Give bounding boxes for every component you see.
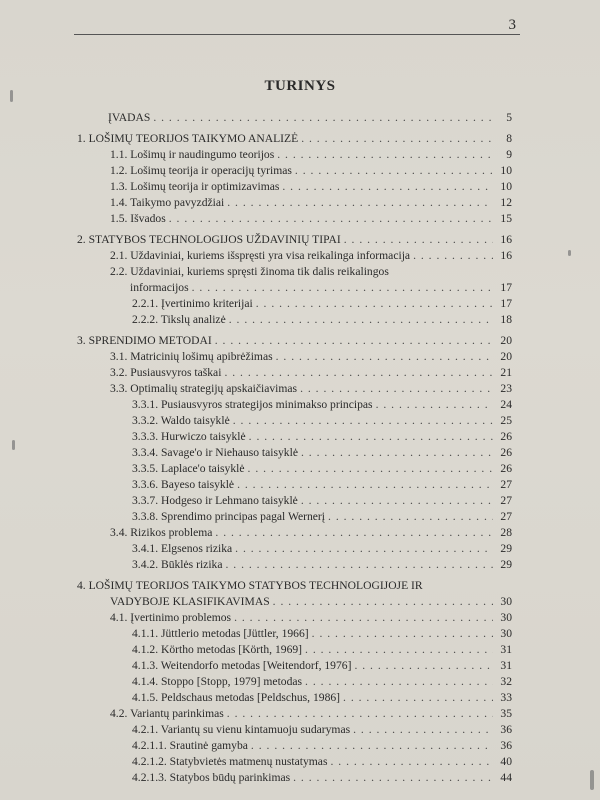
dot-leader: [234, 610, 493, 626]
dot-leader: [301, 493, 493, 509]
toc-entry-label: 4.1.3. Weitendorfo metodas [Weitendorf, 1976]: [132, 659, 352, 672]
toc-entry[interactable]: [110, 264, 512, 280]
toc-page-number: 33: [500, 691, 512, 704]
dot-leader: [227, 195, 493, 211]
toc-entry-label: 4.1.5. Peldschaus metodas [Peldschus, 1986]: [132, 691, 341, 704]
toc-page-number: 24: [500, 398, 512, 411]
toc-page-number: 36: [500, 739, 512, 752]
dot-leader: [153, 110, 493, 126]
toc-page-number: 30: [500, 611, 512, 624]
dot-leader: [248, 461, 493, 477]
toc-page-number: 25: [500, 414, 512, 427]
toc-entry-label: 3.3.1. Pusiausvyros strategijos minimakso principas: [132, 398, 373, 411]
toc-entry-label: 2.2.1. Įvertinimo kriterijai: [132, 297, 253, 310]
toc-entry[interactable]: [132, 397, 512, 413]
toc-entry-label: 1.1. Lošimų ir naudingumo teorijos: [110, 148, 275, 161]
edge-mark: [12, 440, 15, 450]
toc-entry-label: 3.3.6. Bayeso taisyklė: [132, 478, 235, 491]
dot-leader: [192, 280, 493, 296]
dot-leader: [277, 147, 493, 163]
toc-page-number: 18: [500, 313, 512, 326]
dot-leader: [169, 211, 493, 227]
toc-entry-label: 4.1.2. Körtho metodas [Körth, 1969]: [132, 643, 303, 656]
toc-entry-label: informacijos: [130, 281, 189, 294]
toc-page-number: 23: [500, 382, 512, 395]
toc-page-number: 17: [500, 281, 512, 294]
toc-chapter[interactable]: [77, 333, 512, 349]
dot-leader: [301, 131, 493, 147]
toc-entry-label: 3.4. Rizikos problema: [110, 526, 213, 539]
toc-entry-label: 2.1. Uždaviniai, kuriems išspręsti yra visa reikalinga informacija: [110, 249, 411, 262]
dot-leader: [215, 333, 493, 349]
toc-chapter[interactable]: [77, 578, 512, 594]
toc-chapter[interactable]: [77, 131, 512, 147]
toc-entry[interactable]: [108, 110, 512, 126]
dot-leader: [344, 232, 493, 248]
toc-entry-label: 4.2.1. Variantų su vienu kintamuoju sudarymas: [132, 723, 351, 736]
toc-page-number: 35: [500, 707, 512, 720]
toc-entry[interactable]: [132, 626, 512, 642]
toc-entry-label: 3.3.5. Laplace'o taisyklė: [132, 462, 245, 475]
dot-leader: [224, 365, 493, 381]
dot-leader: [305, 674, 493, 690]
dot-leader: [301, 445, 493, 461]
toc-entry[interactable]: [110, 525, 512, 541]
page-number: 3: [508, 17, 516, 33]
toc-entry-label: 3.2. Pusiausvyros taškai: [110, 366, 222, 379]
toc-entry[interactable]: [110, 706, 512, 722]
toc-page-number: 12: [500, 196, 512, 209]
toc-page-number: 29: [500, 558, 512, 571]
dot-leader: [249, 429, 493, 445]
toc-page-number: 16: [500, 233, 512, 246]
dot-leader: [227, 706, 493, 722]
toc-page-number: 31: [500, 643, 512, 656]
dot-leader: [305, 642, 493, 658]
header-rule: [74, 34, 520, 35]
toc-entry[interactable]: [132, 557, 512, 573]
toc-page-number: 29: [500, 542, 512, 555]
dot-leader: [295, 163, 493, 179]
toc-page-number: 36: [500, 723, 512, 736]
toc-entry[interactable]: [132, 658, 512, 674]
toc-entry[interactable]: [110, 365, 512, 381]
toc-page-number: 26: [500, 430, 512, 443]
toc-page-number: 30: [500, 627, 512, 640]
toc-entry-label: 3. SPRENDIMO METODAI: [77, 334, 212, 347]
toc-entry[interactable]: [110, 147, 512, 163]
toc-entry-label: 3.1. Matricinių lošimų apibrėžimas: [110, 350, 273, 363]
toc-entry-label: 4.1. Įvertinimo problemos: [110, 611, 232, 624]
toc-entry-label: 1.2. Lošimų teorija ir operacijų tyrimas: [110, 164, 292, 177]
toc-entry-label: 3.4.2. Būklės rizika: [132, 558, 223, 571]
dot-leader: [354, 658, 493, 674]
dot-leader: [215, 525, 493, 541]
toc-page-number: 5: [506, 111, 512, 124]
dot-leader: [233, 413, 493, 429]
toc-page-number: 20: [500, 334, 512, 347]
dot-leader: [237, 477, 493, 493]
page-title: TURINYS: [264, 78, 336, 94]
toc-entry-label: 3.3.4. Savage'o ir Niehauso taisyklė: [132, 446, 298, 459]
toc-entry-label: 1.4. Taikymo pavyzdžiai: [110, 196, 225, 209]
toc-entry[interactable]: [132, 493, 512, 509]
toc-entry[interactable]: [132, 690, 512, 706]
toc-page-number: 40: [500, 755, 512, 768]
dot-leader: [256, 296, 493, 312]
toc-page-number: 32: [500, 675, 512, 688]
dot-leader: [300, 381, 493, 397]
edge-mark: [568, 250, 571, 256]
toc-entry[interactable]: [110, 195, 512, 211]
toc-page-number: 16: [500, 249, 512, 262]
toc-entry[interactable]: [132, 413, 512, 429]
toc-entry[interactable]: [132, 477, 512, 493]
toc-entry[interactable]: [110, 349, 512, 365]
toc-entry[interactable]: [110, 163, 512, 179]
toc-page-number: 8: [506, 132, 512, 145]
toc-entry[interactable]: [132, 429, 512, 445]
dot-leader: [330, 754, 493, 770]
toc-entry-label: 4.2.1.2. Statybvietės matmenų nustatymas: [132, 755, 328, 768]
toc-entry[interactable]: [132, 642, 512, 658]
toc-entry-label: 1.5. Išvados: [110, 212, 166, 225]
toc-page-number: 26: [500, 462, 512, 475]
toc-page-number: 10: [500, 180, 512, 193]
toc-entry-label: 2.2. Uždaviniai, kuriems spręsti žinoma tik dalis reikalingos: [110, 265, 389, 278]
toc-entry[interactable]: [132, 722, 512, 738]
toc-page-number: 28: [500, 526, 512, 539]
dot-leader: [229, 312, 493, 328]
toc-page-number: 27: [500, 510, 512, 523]
toc-entry-label: 2.2.2. Tikslų analizė: [132, 313, 226, 326]
toc-entry-label: 2. STATYBOS TECHNOLOGIJOS UŽDAVINIŲ TIPAI: [77, 233, 341, 246]
toc-entry[interactable]: [132, 754, 512, 770]
toc-entry-label: 3.3. Optimalių strategijų apskaičiavimas: [110, 382, 298, 395]
dot-leader: [413, 248, 493, 264]
toc-entry-label: 4.2. Variantų parinkimas: [110, 707, 224, 720]
toc-page-number: 27: [500, 494, 512, 507]
toc-entry[interactable]: [132, 445, 512, 461]
dot-leader: [353, 722, 493, 738]
edge-mark: [590, 770, 594, 790]
toc-page-number: 9: [506, 148, 512, 161]
toc-entry[interactable]: [132, 541, 512, 557]
toc-page-number: 17: [500, 297, 512, 310]
toc-page-number: 20: [500, 350, 512, 363]
toc-entry[interactable]: [132, 296, 512, 312]
toc-entry[interactable]: [132, 674, 512, 690]
toc-entry-label: 3.3.2. Waldo taisyklė: [132, 414, 230, 427]
toc-entry-label: 3.4.1. Elgsenos rizika: [132, 542, 233, 555]
dot-leader: [312, 626, 493, 642]
dot-leader: [225, 557, 493, 573]
toc-entry[interactable]: [110, 610, 512, 626]
dot-leader: [376, 397, 493, 413]
dot-leader: [343, 690, 493, 706]
dot-leader: [293, 770, 493, 786]
toc-entry[interactable]: [110, 179, 512, 195]
toc-chapter-continued[interactable]: [110, 594, 512, 610]
toc-page-number: 44: [500, 771, 512, 784]
dot-leader: [235, 541, 493, 557]
edge-mark: [10, 90, 13, 102]
toc-page-number: 15: [500, 212, 512, 225]
toc-entry[interactable]: [132, 312, 512, 328]
toc-entry[interactable]: [110, 248, 512, 264]
toc-page-number: 30: [500, 595, 512, 608]
toc-entry-label: 4.2.1.1. Srautinė gamyba: [132, 739, 248, 752]
toc-entry[interactable]: [132, 770, 512, 786]
toc-entry-label: 4.1.4. Stoppo [Stopp, 1979] metodas: [132, 675, 303, 688]
dot-leader: [276, 349, 493, 365]
toc-entry-label: 4.1.1. Jüttlerio metodas [Jüttler, 1966]: [132, 627, 309, 640]
toc-entry[interactable]: [110, 381, 512, 397]
toc-entry-label: 4. LOŠIMŲ TEORIJOS TAIKYMO STATYBOS TECHNOLOGIJOJE IR: [77, 579, 423, 592]
toc-entry[interactable]: [132, 461, 512, 477]
toc-entry[interactable]: [132, 738, 512, 754]
toc-entry-label: 4.2.1.3. Statybos būdų parinkimas: [132, 771, 291, 784]
toc-entry-label: 1.3. Lošimų teorija ir optimizavimas: [110, 180, 280, 193]
toc-entry[interactable]: [110, 211, 512, 227]
toc-entry-label: ĮVADAS: [108, 111, 151, 124]
toc-page-number: 31: [500, 659, 512, 672]
toc-entry-label: 1. LOŠIMŲ TEORIJOS TAIKYMO ANALIZĖ: [77, 132, 299, 145]
dot-leader: [251, 738, 493, 754]
toc-page-number: 26: [500, 446, 512, 459]
toc-page-number: 27: [500, 478, 512, 491]
toc-entry-label: 3.3.3. Hurwiczo taisyklė: [132, 430, 246, 443]
toc-entry[interactable]: [132, 509, 512, 525]
toc-entry-label: 3.3.7. Hodgeso ir Lehmano taisyklė: [132, 494, 298, 507]
dot-leader: [282, 179, 493, 195]
toc-entry-label: VADYBOJE KLASIFIKAVIMAS: [110, 595, 270, 608]
toc-entry-continued[interactable]: [130, 280, 512, 296]
toc-page-number: 21: [500, 366, 512, 379]
toc-entry-label: 3.3.8. Sprendimo principas pagal Wernerį: [132, 510, 326, 523]
dot-leader: [328, 509, 493, 525]
dot-leader: [273, 594, 493, 610]
toc-page-number: 10: [500, 164, 512, 177]
toc-chapter[interactable]: [77, 232, 512, 248]
